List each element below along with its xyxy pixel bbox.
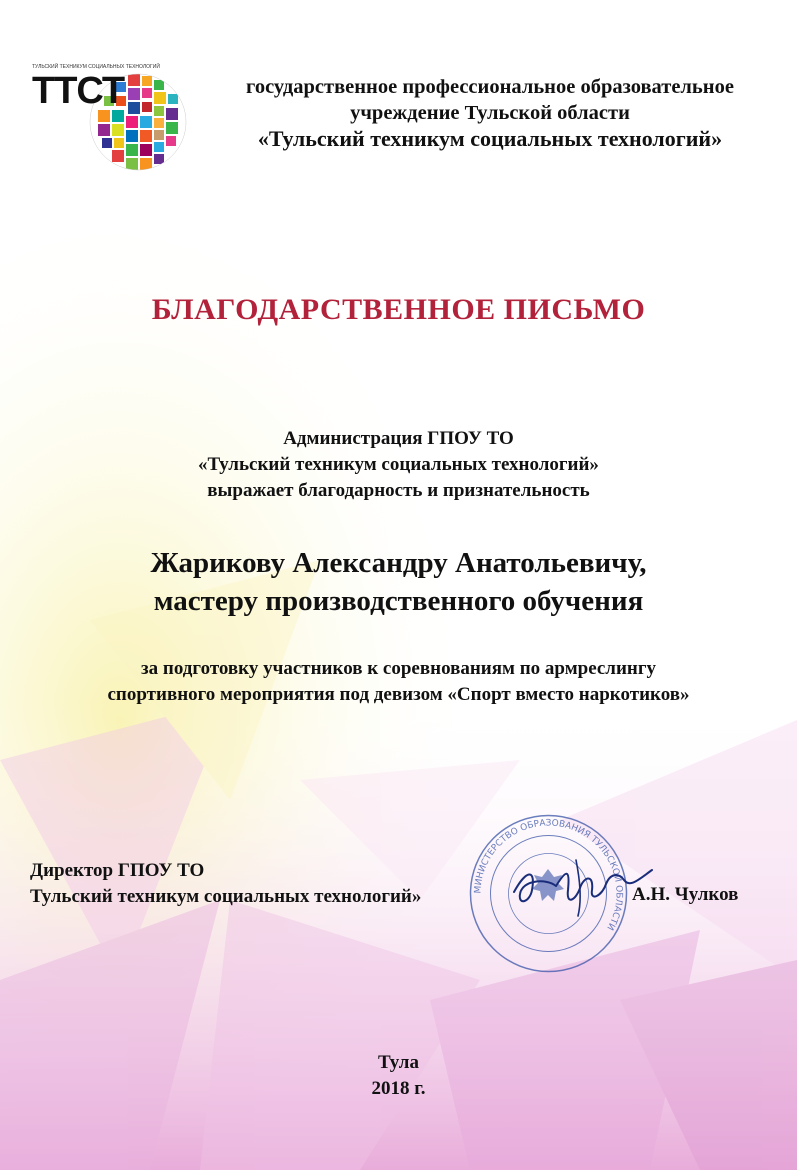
reason-line-2: спортивного мероприятия под девизом «Спорт вместо наркотиков» (107, 684, 690, 705)
signatory-title-line-1: Директор ГПОУ ТО (30, 860, 205, 881)
reason-block (0, 656, 797, 708)
place-and-date (0, 1050, 797, 1102)
administration-block (0, 426, 797, 504)
svg-text:МИНИСТЕРСТВО ОБРАЗОВАНИЯ ТУЛЬС: МИНИСТЕРСТВО ОБРАЗОВАНИЯ ТУЛЬСКОЙ ОБЛАСТИ (473, 818, 624, 932)
institution-header (210, 74, 770, 152)
admin-line-1: Администрация ГПОУ ТО (283, 428, 514, 449)
admin-line-3: выражает благодарность и признательность (207, 480, 590, 501)
reason-line-1: за подготовку участников к соревнованиям по армреслингу (141, 658, 656, 679)
signatory-name: А.Н. Чулков (632, 884, 739, 905)
header-line-1: государственное профессиональное образовательное (246, 76, 734, 98)
city: Тула (378, 1052, 419, 1073)
recipient-name: Жарикову Александру Анатольевичу, (150, 547, 647, 579)
signatory-title (30, 858, 421, 910)
document-title: БЛАГОДАРСТВЕННОЕ ПИСЬМО (151, 293, 646, 326)
header-line-2: учреждение Тульской области (350, 102, 630, 124)
logo-caption: ТУЛЬСКИЙ ТЕХНИКУМ СОЦИАЛЬНЫХ ТЕХНОЛОГИЙ (32, 64, 160, 70)
admin-line-2: «Тульский техникум социальных технологий» (198, 454, 599, 475)
institution-logo (28, 62, 218, 182)
logo-acronym: ТТСТ (32, 70, 125, 112)
signatory-title-line-2: Тульский техникум социальных технологий» (30, 886, 422, 907)
year: 2018 г. (371, 1078, 426, 1099)
recipient-block (0, 544, 797, 620)
recipient-position: мастеру производственного обучения (153, 585, 644, 617)
institution-name: «Тульский техникум социальных технологий» (257, 126, 723, 151)
